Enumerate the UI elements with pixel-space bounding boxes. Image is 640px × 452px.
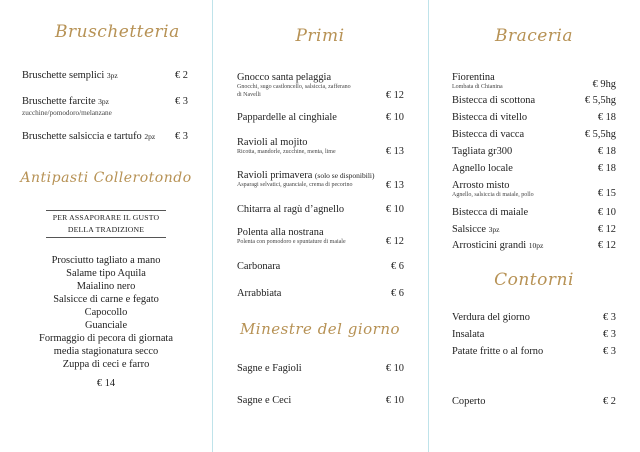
- menu-item-insalata: Insalata: [452, 329, 485, 340]
- price-bruschette-salsiccia: € 3: [175, 131, 188, 142]
- price-sagne-fagioli: € 10: [385, 363, 404, 374]
- price-arrosticini: € 12: [597, 240, 616, 251]
- antipasti-item: Zuppa di ceci e farro: [62, 359, 150, 370]
- price-bistecca-scottona: € 5,5hg: [584, 95, 616, 106]
- menu-item-verdura: Verdura del giorno: [452, 312, 530, 323]
- antipasti-price: € 14: [96, 378, 116, 389]
- price-ravioli-primavera: € 13: [385, 180, 404, 191]
- menu-item-bistecca-maiale: Bistecca di maiale: [452, 207, 529, 218]
- price-bruschette-farcite: € 3: [175, 96, 188, 107]
- menu-item-arrosto-misto: Arrosto misto Agnello, salsiccia di maiale, pollo: [452, 180, 534, 198]
- menu-item-sagne-fagioli: Sagne e Fagioli: [237, 363, 302, 374]
- antipasti-item: Prosciutto tagliato a mano: [51, 255, 161, 266]
- price-arrosto-misto: € 15: [597, 188, 616, 199]
- antipasti-item: Formaggio di pecora di giornata: [39, 333, 173, 344]
- price-polenta: € 12: [385, 236, 404, 247]
- menu-item-arrosticini: Arrosticini grandi 10pz: [452, 240, 544, 251]
- price-tagliata: € 18: [597, 146, 616, 157]
- menu-item-pappardelle: Pappardelle al cinghiale: [237, 112, 337, 123]
- menu-item-bistecca-vacca: Bistecca di vacca: [452, 129, 525, 140]
- menu-item-tagliata: Tagliata gr300: [452, 146, 513, 157]
- price-patate: € 3: [603, 346, 616, 357]
- price-pappardelle: € 10: [385, 112, 404, 123]
- menu-item-bruschette-salsiccia: Bruschette salsiccia e tartufo 2pz: [22, 131, 156, 142]
- antipasti-item: Guanciale: [84, 320, 128, 331]
- menu-item-patate: Patate fritte o al forno: [452, 346, 544, 357]
- price-gnocco: € 12: [385, 90, 404, 101]
- antipasti-item: media stagionatura secco: [53, 346, 159, 357]
- contorni-title: Contorni: [494, 270, 574, 290]
- menu-item-agnello: Agnello locale: [452, 163, 513, 174]
- menu-item-chitarra: Chitarra al ragù d’agnello: [237, 204, 345, 215]
- antipasti-item: Salsicce di carne e fegato: [53, 294, 159, 305]
- left-panel: [0, 0, 212, 452]
- menu-item-bruschette-semplici: Bruschette semplici 3pz: [22, 70, 118, 81]
- menu-item-polenta: Polenta alla nostrana Polenta con pomodoro e spuntature di maiale: [237, 227, 346, 245]
- braceria-title: Braceria: [494, 26, 574, 46]
- antipasti-item: Salame tipo Aquila: [66, 268, 146, 279]
- antipasti-item: Capocollo: [84, 307, 128, 318]
- price-verdura: € 3: [603, 312, 616, 323]
- middle-panel: [212, 0, 428, 452]
- price-salsicce: € 12: [597, 224, 616, 235]
- price-bistecca-vacca: € 5,5hg: [584, 129, 616, 140]
- price-insalata: € 3: [603, 329, 616, 340]
- menu-item-coperto: Coperto: [452, 396, 486, 407]
- menu-item-arrabbiata: Arrabbiata: [237, 288, 282, 299]
- menu-item-carbonara: Carbonara: [237, 261, 281, 272]
- menu-item-bistecca-vitello: Bistecca di vitello: [452, 112, 528, 123]
- price-ravioli-mojito: € 13: [385, 146, 404, 157]
- price-carbonara: € 6: [391, 261, 404, 272]
- bruschetteria-title: Bruschetteria: [55, 22, 180, 42]
- price-bistecca-maiale: € 10: [597, 207, 616, 218]
- minestre-title: Minestre del giorno: [239, 320, 401, 338]
- price-bistecca-vitello: € 18: [597, 112, 616, 123]
- antipasti-title: Antipasti Collerotondo: [20, 170, 192, 186]
- menu-item-fiorentina: Fiorentina Lombata di Chianina: [452, 72, 503, 90]
- menu-item-ravioli-mojito: Ravioli al mojito Ricotta, mandorle, zucchine, menta, lime: [237, 137, 336, 155]
- price-arrabbiata: € 6: [391, 288, 404, 299]
- price-coperto: € 2: [603, 396, 616, 407]
- price-fiorentina: € 9hg: [592, 79, 616, 90]
- antipasti-item: Maialino nero: [76, 281, 136, 292]
- menu-item-gnocco: Gnocco santa pelaggia Gnocchi, sugo castloncello, salsiccia, zafferano di Navelli: [237, 72, 351, 98]
- price-bruschette-semplici: € 2: [175, 70, 188, 81]
- primi-title: Primi: [295, 26, 345, 46]
- menu-item-bruschette-farcite: Bruschette farcite 3pz zucchine/pomodoro/melanzane: [22, 96, 112, 117]
- menu-item-sagne-ceci: Sagne e Ceci: [237, 395, 292, 406]
- menu-item-bistecca-scottona: Bistecca di scottona: [452, 95, 536, 106]
- menu-item-salsicce: Salsicce 3pz: [452, 224, 500, 235]
- antipasti-tagline: PER ASSAPORARE IL GUSTO DELLA TRADIZIONE: [46, 210, 166, 238]
- price-chitarra: € 10: [385, 204, 404, 215]
- price-agnello: € 18: [597, 163, 616, 174]
- menu-item-ravioli-primavera: Ravioli primavera (solo se disponibili) Asparagi selvatici, guanciale, crema di pecorino: [237, 170, 375, 188]
- right-panel: [428, 0, 640, 452]
- price-sagne-ceci: € 10: [385, 395, 404, 406]
